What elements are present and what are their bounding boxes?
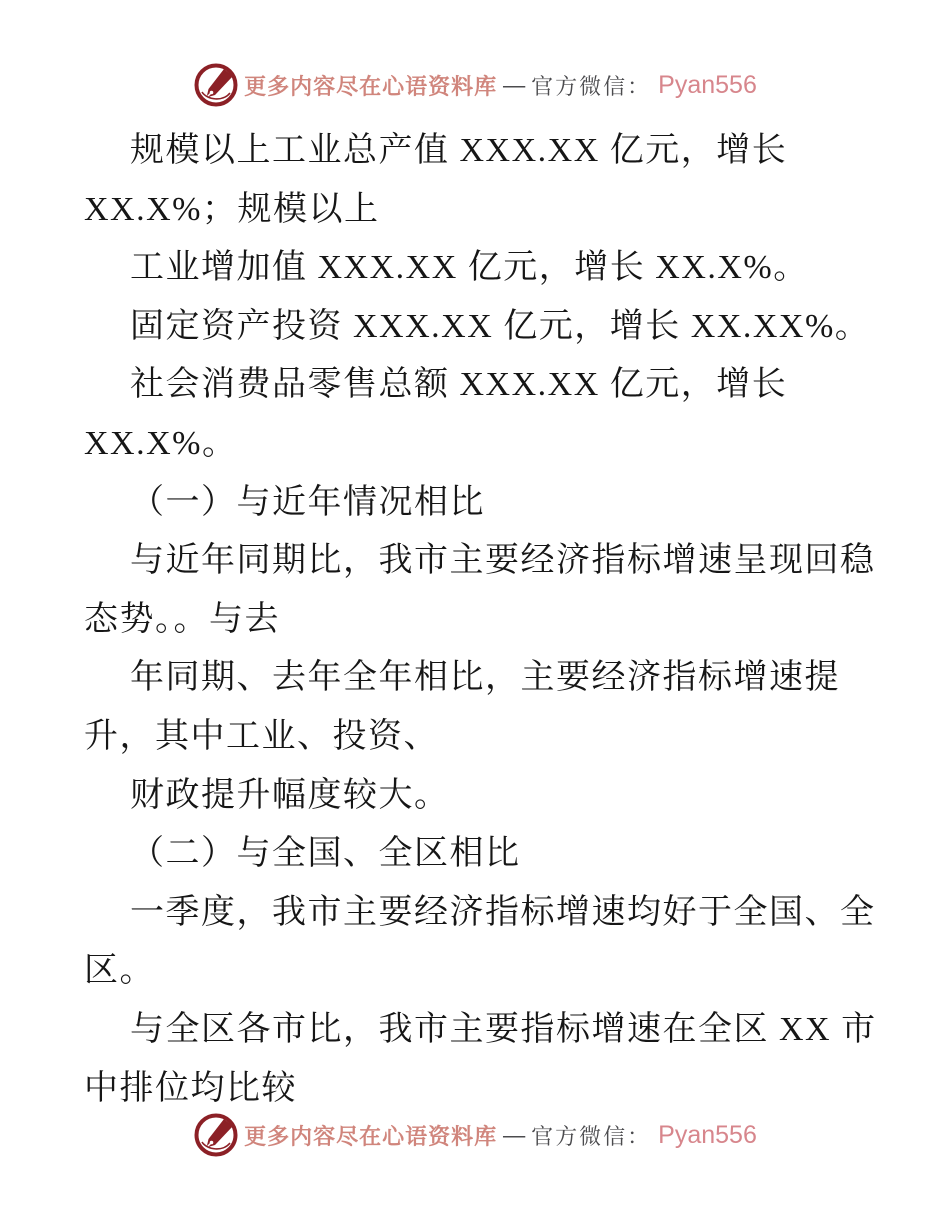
text-line: 工业增加值 XXX.XX 亿元，增长 XX.X%。 — [130, 249, 809, 287]
text-line: 中排位均比较 — [84, 1069, 297, 1107]
text-line: （二）与全国、全区相比 — [130, 835, 521, 873]
text-line: 与全区各市比，我市主要指标增速在全区 XX 市 — [130, 1010, 877, 1048]
watermark-dash: — — [503, 72, 526, 97]
text-line: 财政提升幅度较大。 — [130, 776, 450, 814]
watermark-channel-label: 官方微信： — [531, 1123, 652, 1149]
watermark-wechat-id: Pyan556 — [658, 1120, 757, 1149]
text-line: 规模以上工业总产值 XXX.XX 亿元，增长 — [130, 132, 788, 169]
pen-circle-logo-icon — [193, 62, 239, 108]
text-line: 固定资产投资 XXX.XX 亿元，增长 XX.XX%。 — [130, 307, 871, 345]
text-line: XX.X%；规模以上 — [84, 190, 380, 228]
watermark-channel-label: 官方微信： — [531, 73, 652, 99]
text-line: 升，其中工业、投资、 — [84, 717, 439, 755]
text-line: 态势。。与去 — [84, 600, 280, 638]
watermark-wechat-id: Pyan556 — [658, 70, 757, 99]
text-line: 区。 — [84, 952, 155, 990]
text-line: 年同期、去年全年相比，主要经济指标增速提 — [130, 659, 840, 697]
document-body — [84, 122, 890, 1118]
watermark-brand-text: 更多内容尽在心语资料库 — [244, 73, 498, 99]
text-line: XX.X%。 — [84, 424, 238, 462]
footer-watermark — [0, 1112, 950, 1158]
watermark-brand-text: 更多内容尽在心语资料库 — [244, 1123, 498, 1149]
text-line: （一）与近年情况相比 — [130, 483, 485, 521]
text-line: 社会消费品零售总额 XXX.XX 亿元，增长 — [130, 366, 788, 404]
watermark-dash: — — [503, 1122, 526, 1147]
text-line: 与近年同期比，我市主要经济指标增速呈现回稳 — [130, 542, 876, 580]
text-line: 一季度，我市主要经济指标增速均好于全国、全 — [130, 893, 876, 931]
header-watermark — [0, 62, 950, 108]
pen-circle-logo-icon — [193, 1112, 239, 1158]
